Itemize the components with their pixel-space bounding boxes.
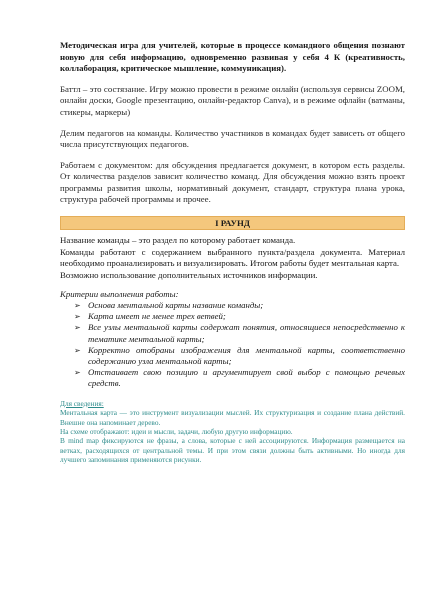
arrow-bullet-icon: ➢: [74, 323, 81, 333]
intro-paragraph-battle: Баттл – это состязание. Игру можно провести в режиме онлайн (используя сервисы ZOOM, онлайн доски, Google презентацию, онлайн-редактор Canva), и в режиме офлайн (ватманы, стикеры, маркеры): [60, 83, 405, 117]
info-line: На схеме отображают: идеи и мысли, задачи, любую другую информацию.: [60, 426, 293, 436]
arrow-bullet-icon: ➢: [74, 301, 81, 311]
document-title: Методическая игра для учителей, которые в процессе командного общения познают новую для себя информацию, одновременно развивая у себя 4 К (креативность, коллаборация, критическое мышление, коммуникация).: [60, 40, 405, 74]
criteria-item: ➢ Карта имеет не менее трех ветвей;: [74, 311, 226, 322]
info-line: В mind map фиксируются не фразы, а слова, которые с ней ассоциируются. Информация размещается на ветках, расходящихся от центральной темы. И при этом связи должны быть активными. Но иногда для лучшего запоминания применяются рисунки.: [60, 436, 405, 465]
criteria-list: [60, 300, 405, 390]
arrow-bullet-icon: ➢: [74, 345, 81, 355]
criteria-item: ➢ Основа ментальной карты название команды;: [74, 300, 264, 311]
intro-paragraph-document: Работаем с документом: для обсуждения предлагается документ, в котором есть разделы. От количества разделов зависит количество команд. Для обсуждения можно взять проект программы развития школы, нормативный документ, стандарт, структура плана урока, структура рабочей программы и прочее.: [60, 159, 405, 205]
round-description: [60, 235, 405, 281]
info-note: [60, 399, 405, 465]
document-page: [60, 40, 405, 465]
round-heading-label: I РАУНД: [215, 218, 250, 229]
round-line: Команды работают с содержанием выбранного пункта/раздела документа. Материал необходимо проанализировать и визуализировать. Итогом работы будет ментальная карта.: [60, 246, 405, 269]
criteria-item: ➢ Все узлы ментальной карты содержат понятия, относящиеся непосредственно к тематике ментальной карты;: [74, 322, 405, 344]
info-line: Ментальная карта — это инструмент визуализации мыслей. Их структуризация и создание плана действий. Внешне она напоминает дерево.: [60, 408, 405, 427]
round-line: Возможно использование дополнительных источников информации.: [60, 269, 318, 280]
criteria-heading: Критерии выполнения работы:: [60, 289, 179, 300]
info-heading: Для сведения:: [60, 398, 104, 408]
arrow-bullet-icon: ➢: [74, 312, 81, 322]
round-line: Название команды – это раздел по которому работает команда.: [60, 235, 296, 246]
criteria-item: ➢ Корректно отобраны изображения для ментальной карты, соответственно содержанию узла ментальной карты;: [74, 344, 405, 367]
intro-paragraph-teams: Делим педагогов на команды. Количество участников в командах будет зависеть от общего числа присутствующих педагогов.: [60, 128, 405, 150]
criteria-item: ➢ Отстаивает свою позицию и аргументирует свой выбор с помощью речевых средств.: [74, 367, 405, 389]
arrow-bullet-icon: ➢: [74, 368, 81, 378]
round-heading: [60, 216, 405, 230]
